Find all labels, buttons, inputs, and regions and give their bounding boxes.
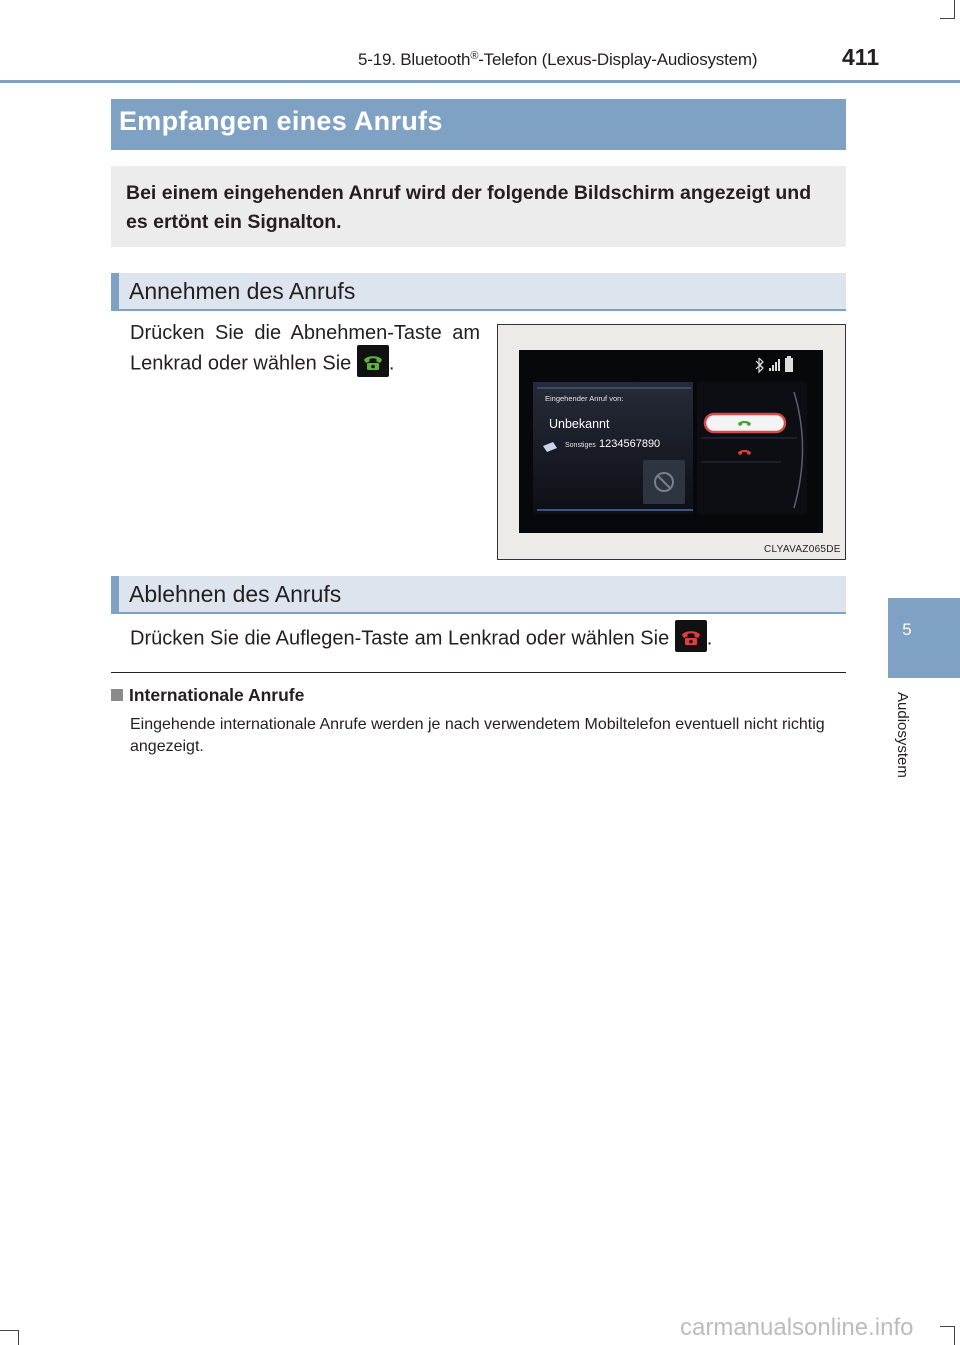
bluetooth-icon	[756, 358, 763, 372]
figure-code: CLYAVAZ065DE	[764, 544, 841, 555]
registered-mark: ®	[470, 50, 479, 62]
reject-instruction: Drücken Sie die Auflegen-Taste am Lenkrad oder wählen Sie .	[130, 623, 712, 655]
block-icon[interactable]	[643, 460, 685, 504]
crop-mark-top-right-h	[940, 18, 955, 19]
crop-mark-bottom-right-h	[940, 1326, 955, 1327]
crop-mark-top-right-v	[954, 0, 955, 18]
section-title: Empfangen eines Anrufs	[119, 106, 443, 136]
crop-mark-bottom-right-v	[954, 1326, 955, 1345]
answer-heading-marker	[111, 273, 119, 311]
section-divider	[111, 672, 846, 673]
note-text: Eingehende internationale Anrufe werden je nach verwendetem Mobiltelefon eventuell nicht richtig angezeigt.	[130, 716, 825, 755]
battery-icon	[785, 356, 793, 372]
chapter-name: Audiosystem	[894, 692, 911, 778]
signal-icon	[769, 359, 780, 371]
answer-line-2: Lenkrad oder wählen Sie .	[130, 348, 480, 380]
number-type: Sonstiges	[565, 442, 596, 449]
answer-instruction	[130, 318, 480, 380]
caller-name: Unbekannt	[549, 417, 610, 431]
crop-mark-bottom-left-h	[0, 1330, 18, 1331]
running-header: 5-19. Bluetooth®-Telefon (Lexus-Display-Audiosystem)	[358, 50, 758, 69]
caller-number: 1234567890	[599, 438, 661, 450]
phone-hangup-icon	[675, 620, 707, 652]
header-rule	[0, 80, 960, 83]
crop-mark-bottom-left-v	[18, 1330, 19, 1345]
answer-call-button[interactable]	[705, 414, 785, 432]
note-heading: Internationale Anrufe	[111, 685, 304, 706]
reject-heading: Ablehnen des Anrufs	[129, 581, 342, 607]
chapter-number: 5	[902, 620, 912, 639]
watermark: carmanualsonline.info	[680, 1314, 914, 1341]
incoming-call-label: Eingehender Anruf von:	[545, 394, 624, 403]
intro-text: Bei einem eingehenden Anruf wird der folgende Bildschirm angezeigt und es ertönt ein Signalton.	[126, 182, 812, 233]
phone-answer-icon	[357, 345, 389, 377]
answer-heading: Annehmen des Anrufs	[129, 278, 356, 304]
page-number: 411	[842, 44, 880, 70]
answer-line-1: Drücken Sie die Abnehmen-Taste am	[130, 322, 480, 344]
reject-heading-marker	[111, 576, 119, 614]
note-bullet	[111, 689, 123, 701]
